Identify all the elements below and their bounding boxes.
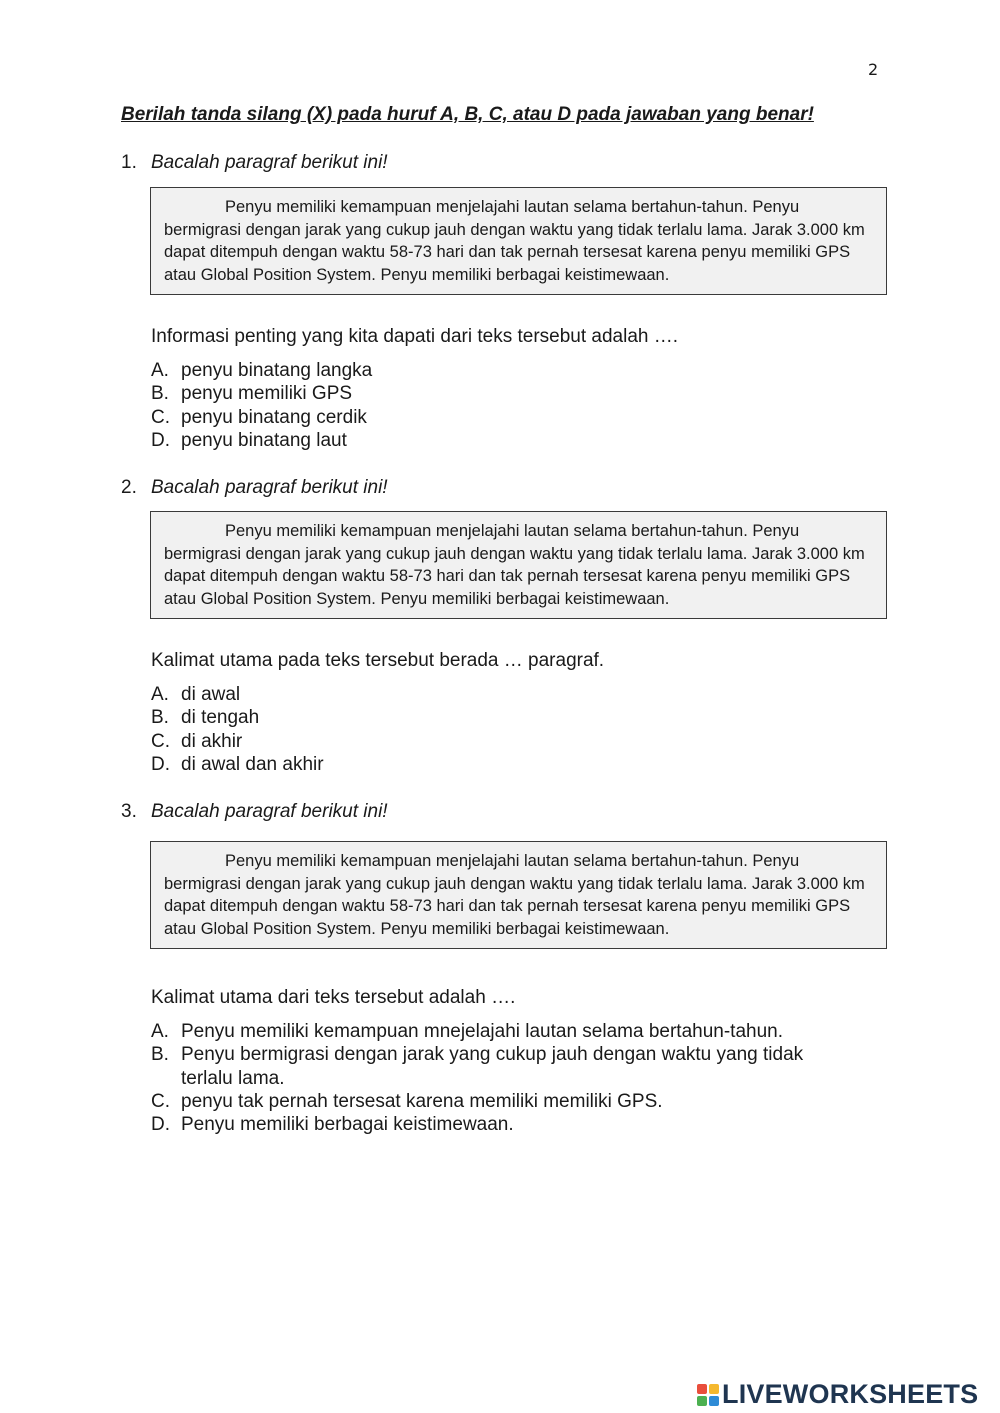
option-a[interactable] xyxy=(151,683,324,706)
passage-box xyxy=(150,187,887,295)
option-letter: A. xyxy=(151,684,169,705)
question-title: Bacalah paragraf berikut ini! xyxy=(151,152,388,173)
option-text: penyu tak pernah tersesat karena memiliki memiliki GPS. xyxy=(181,1090,663,1112)
option-c[interactable] xyxy=(151,1090,851,1113)
question-title: Bacalah paragraf berikut ini! xyxy=(151,801,388,822)
logo-tile xyxy=(709,1396,719,1406)
option-c[interactable] xyxy=(151,730,324,753)
option-d[interactable] xyxy=(151,753,324,776)
option-b[interactable] xyxy=(151,382,372,405)
answer-options xyxy=(151,683,324,776)
question-number: 1. xyxy=(121,152,137,173)
option-text: Penyu memiliki kemampuan mnejelajahi lautan selama bertahun-tahun. xyxy=(181,1021,783,1042)
option-letter: B. xyxy=(151,1044,169,1066)
option-text: penyu binatang cerdik xyxy=(181,406,367,428)
question-heading xyxy=(121,801,388,823)
option-text: penyu binatang laut xyxy=(181,429,347,451)
liveworksheets-watermark xyxy=(697,1379,978,1410)
option-text: Penyu bermigrasi dengan jarak yang cukup jauh dengan waktu yang tidak terlalu lama. xyxy=(181,1044,804,1089)
option-letter: C. xyxy=(151,730,170,752)
option-text: penyu binatang langka xyxy=(181,360,373,381)
instruction: Berilah tanda silang (X) pada huruf A, B, C, atau D pada jawaban yang benar! xyxy=(121,104,814,125)
option-letter: B. xyxy=(151,383,169,405)
option-letter: D. xyxy=(151,1114,170,1136)
option-c[interactable] xyxy=(151,406,372,429)
option-b[interactable] xyxy=(151,1043,851,1090)
question-text: Kalimat utama dari teks tersebut adalah …. xyxy=(151,987,516,1008)
passage-text: Penyu memiliki kemampuan menjelajahi lautan selama bertahun-tahun. Penyu bermigrasi dengan jarak yang cukup jauh dengan waktu yang tidak terlalu lama. Jarak 3.000 km dapat ditempuh dengan waktu 58-73 hari dan tak pernah tersesat karena penyu memiliki GPS atau Global Position System. Penyu memiliki berbagai keistimewaan. xyxy=(164,522,865,608)
liveworksheets-logo-icon xyxy=(697,1384,719,1406)
option-text: di awal dan akhir xyxy=(181,753,324,775)
option-letter: A. xyxy=(151,1021,169,1042)
option-d[interactable] xyxy=(151,1113,851,1136)
option-text: di awal xyxy=(181,684,241,705)
option-letter: D. xyxy=(151,429,170,451)
question-title: Bacalah paragraf berikut ini! xyxy=(151,477,388,498)
option-text: di tengah xyxy=(181,707,260,729)
logo-tile xyxy=(709,1384,719,1394)
passage-text: Penyu memiliki kemampuan menjelajahi lautan selama bertahun-tahun. Penyu bermigrasi dengan jarak yang cukup jauh dengan waktu yang tidak terlalu lama. Jarak 3.000 km dapat ditempuh dengan waktu 58-73 hari dan tak pernah tersesat karena penyu memiliki GPS atau Global Position System. Penyu memiliki berbagai keistimewaan. xyxy=(164,198,865,284)
answer-options xyxy=(151,1020,851,1136)
passage-box xyxy=(150,841,887,949)
option-a[interactable] xyxy=(151,1020,851,1043)
passage-box xyxy=(150,511,887,619)
question-heading xyxy=(121,477,388,499)
logo-tile xyxy=(697,1396,707,1406)
option-a[interactable] xyxy=(151,359,372,382)
logo-tile xyxy=(697,1384,707,1394)
question-text: Kalimat utama pada teks tersebut berada … paragraf. xyxy=(151,650,605,671)
question-number: 2. xyxy=(121,477,137,498)
option-text: penyu memiliki GPS xyxy=(181,383,353,405)
option-letter: D. xyxy=(151,753,170,775)
option-text: di akhir xyxy=(181,730,243,752)
option-b[interactable] xyxy=(151,706,324,729)
question-text: Informasi penting yang kita dapati dari teks tersebut adalah …. xyxy=(151,326,679,347)
answer-options xyxy=(151,359,372,452)
option-d[interactable] xyxy=(151,429,372,452)
passage-text: Penyu memiliki kemampuan menjelajahi lautan selama bertahun-tahun. Penyu bermigrasi dengan jarak yang cukup jauh dengan waktu yang tidak terlalu lama. Jarak 3.000 km dapat ditempuh dengan waktu 58-73 hari dan tak pernah tersesat karena penyu memiliki GPS atau Global Position System. Penyu memiliki berbagai keistimewaan. xyxy=(164,852,865,938)
watermark-text: LIVEWORKSHEETS xyxy=(722,1379,979,1409)
question-heading xyxy=(121,152,388,174)
option-letter: B. xyxy=(151,707,169,729)
option-text: Penyu memiliki berbagai keistimewaan. xyxy=(181,1114,514,1136)
option-letter: C. xyxy=(151,406,170,428)
option-letter: C. xyxy=(151,1090,170,1112)
option-letter: A. xyxy=(151,360,169,381)
question-number: 3. xyxy=(121,801,137,822)
page-number: 2 xyxy=(868,60,879,79)
